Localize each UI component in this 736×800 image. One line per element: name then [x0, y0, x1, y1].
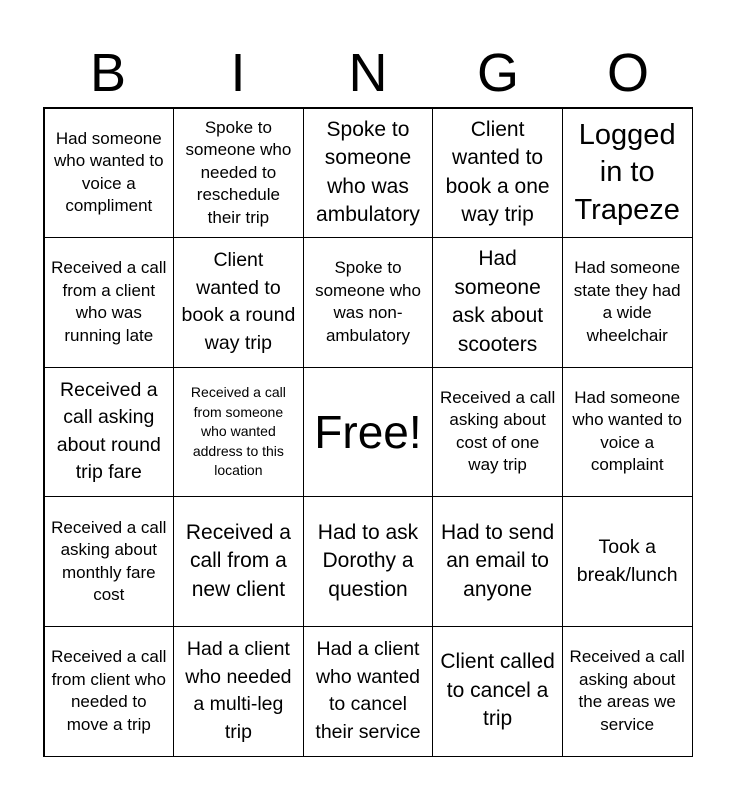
header-letter-b: B [89, 43, 127, 103]
bingo-cell[interactable] [173, 496, 304, 627]
bingo-cell[interactable] [44, 108, 175, 239]
bingo-header [43, 40, 693, 106]
cell-text: Had a client who needed a multi-leg trip [185, 638, 292, 743]
header-letter-n: N [348, 43, 388, 103]
bingo-cell-free[interactable] [303, 367, 434, 498]
bingo-cell[interactable] [562, 237, 693, 368]
bingo-cell[interactable] [173, 237, 304, 368]
bingo-cell[interactable] [44, 367, 175, 498]
bingo-cell[interactable] [44, 496, 175, 627]
bingo-cell[interactable] [562, 496, 693, 627]
bingo-card-grid [43, 107, 693, 757]
cell-text: Spoke to someone who was non-ambulatory [315, 258, 421, 345]
cell-text: Client wanted to book a one way trip [445, 117, 550, 227]
cell-text: Logged in to Trapeze [574, 118, 680, 226]
cell-text: Client wanted to book a round way trip [181, 249, 296, 354]
bingo-cell[interactable] [562, 626, 693, 757]
cell-text: Received a call asking about round trip fare [56, 378, 161, 484]
bingo-cell[interactable] [432, 626, 563, 757]
bingo-cell[interactable] [44, 237, 175, 368]
bingo-cell[interactable] [562, 367, 693, 498]
bingo-cell[interactable] [303, 108, 434, 239]
bingo-cell[interactable] [303, 626, 434, 757]
header-letter-o: O [606, 43, 649, 103]
cell-text: Received a call asking about the areas we service [569, 647, 685, 734]
free-space-text: Free! [314, 405, 422, 458]
cell-text: Received a call from a new client [185, 520, 291, 601]
bingo-cell[interactable] [432, 367, 563, 498]
bingo-cell[interactable] [173, 367, 304, 498]
cell-text: Had someone ask about scooters [452, 247, 544, 356]
header-letter-i: I [230, 43, 246, 103]
cell-text: Received a call from client who needed to move a trip [51, 647, 167, 734]
bingo-cell[interactable] [432, 237, 563, 368]
cell-text: Received a call asking about monthly fare cost [51, 517, 167, 605]
cell-text: Received a call asking about cost of one way trip [439, 387, 556, 475]
cell-text: Had someone who wanted to voice a compliment [53, 128, 164, 216]
bingo-cell[interactable] [432, 108, 563, 239]
cell-text: Spoke to someone who was ambulatory [316, 117, 420, 227]
bingo-cell[interactable] [173, 108, 304, 239]
bingo-cell[interactable] [432, 496, 563, 627]
bingo-cell[interactable] [303, 496, 434, 627]
cell-text: Client called to cancel a trip [440, 650, 555, 731]
cell-text: Spoke to someone who needed to reschedule their trip [185, 117, 292, 227]
cell-text: Took a break/lunch [576, 536, 678, 586]
bingo-cell[interactable] [173, 626, 304, 757]
cell-text: Had to send an email to anyone [440, 520, 555, 601]
cell-text: Received a call from a client who was running late [51, 258, 167, 345]
cell-text: Received a call from someone who wanted address to this location [190, 384, 286, 479]
cell-text: Had someone who wanted to voice a complaint [572, 387, 683, 475]
bingo-cell[interactable] [44, 626, 175, 757]
cell-text: Had a client who wanted to cancel their service [315, 638, 421, 743]
cell-text: Had to ask Dorothy a question [317, 520, 419, 601]
header-letter-g: G [476, 43, 519, 103]
bingo-cell[interactable] [303, 237, 434, 368]
cell-text: Had someone state they had a wide wheelchair [573, 258, 681, 345]
bingo-cell[interactable] [562, 108, 693, 239]
